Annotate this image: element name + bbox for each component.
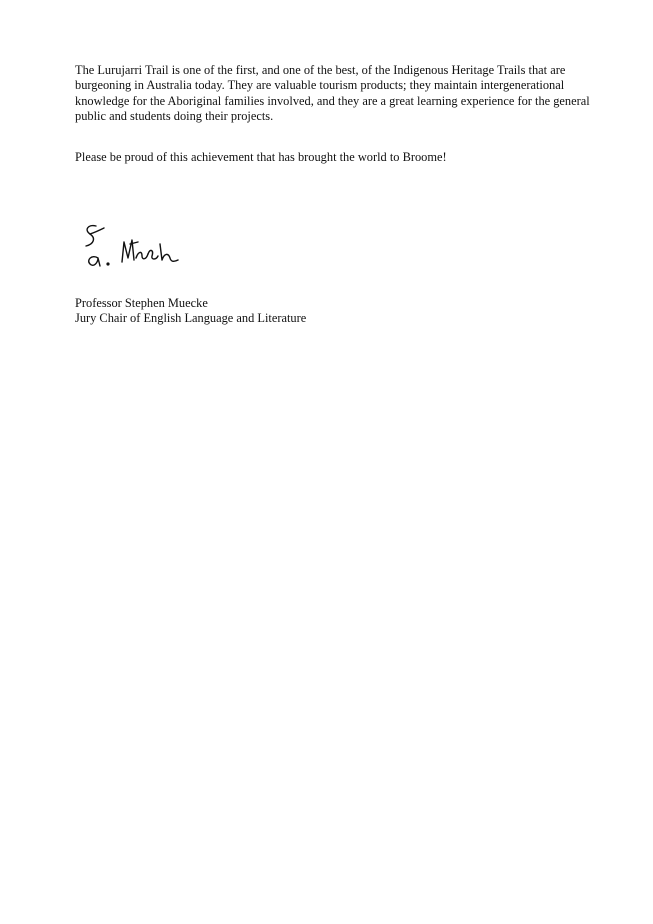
signatory-title: Jury Chair of English Language and Literature bbox=[75, 311, 307, 325]
letter-paragraph-1: The Lurujarri Trail is one of the first, and one of the best, of the Indigenous Heritage Trails that are burgeoning in Australia today. They are valuable tourism products; they maintain intergenerational knowledge for the Aboriginal families involved, and they are a great learning experience for the general public and students doing their projects. bbox=[75, 63, 590, 124]
signature-image bbox=[76, 214, 186, 274]
letter-paragraph-2: Please be proud of this achievement that has brought the world to Broome! bbox=[75, 150, 447, 164]
signatory-name: Professor Stephen Muecke bbox=[75, 296, 208, 310]
